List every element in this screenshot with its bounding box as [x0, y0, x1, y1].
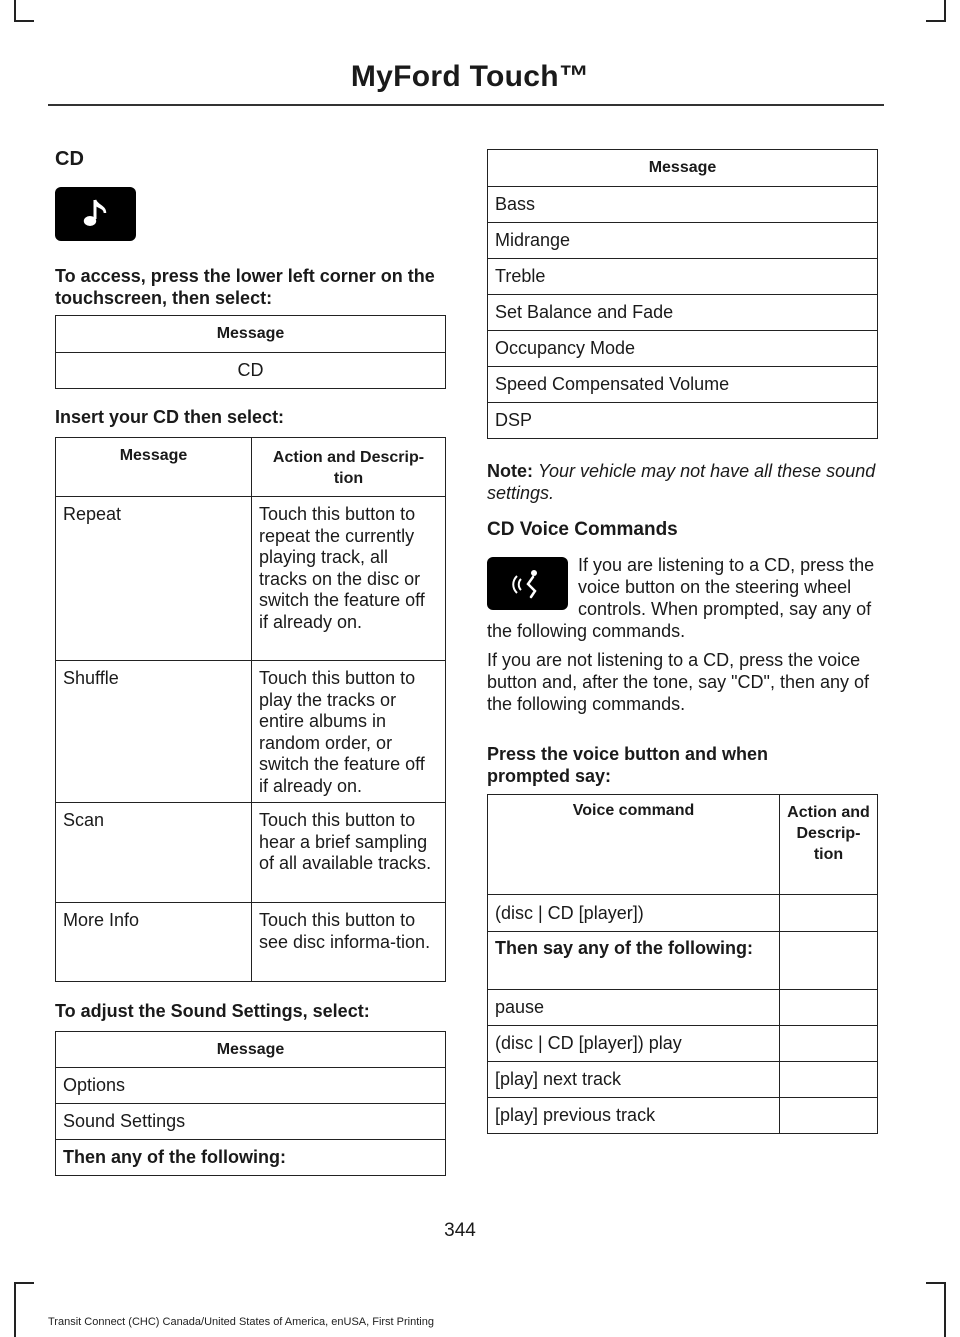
column-header-action: Action and Descrip-tion	[252, 438, 446, 497]
table-cell: Speed Compensated Volume	[488, 367, 878, 403]
column-header-action: Action and Descrip-tion	[780, 795, 878, 895]
table-cell: Then say any of the following:	[488, 932, 780, 990]
table-cell: Sound Settings	[56, 1104, 446, 1140]
crop-mark	[944, 1282, 946, 1337]
section-heading-voice: CD Voice Commands	[487, 519, 678, 540]
access-instruction: To access, press the lower left corner on the touchscreen, then select:	[55, 266, 435, 308]
insert-instruction: Insert your CD then select:	[55, 407, 285, 427]
crop-mark	[14, 20, 34, 22]
voice-paragraph-1-text: If you are listening to a CD, press the voice button on the steering wheel controls. When prompted, say any of the following commands.	[487, 555, 875, 641]
table-row	[56, 661, 446, 803]
table-cell: Options	[56, 1068, 446, 1104]
table-row	[488, 1062, 878, 1098]
page-title: MyFord Touch™	[350, 60, 590, 93]
voice-paragraph-2: If you are not listening to a CD, press the voice button and, after the tone, say "CD", then any of the following commands.	[487, 650, 870, 714]
table-row	[488, 1098, 878, 1134]
sound-settings-table	[55, 1031, 446, 1176]
table-row	[56, 903, 446, 982]
table-cell: Then any of the following:	[56, 1140, 446, 1176]
voice-commands-table	[487, 794, 878, 1134]
sound-instruction: To adjust the Sound Settings, select:	[55, 1001, 370, 1021]
table-cell	[780, 1062, 878, 1098]
sound-options-table	[487, 149, 878, 439]
table-cell: Touch this button to see disc informa-tion.	[252, 903, 446, 982]
table-cell: Bass	[488, 187, 878, 223]
table-row	[56, 497, 446, 661]
table-row	[488, 990, 878, 1026]
voice-paragraph-1	[487, 554, 879, 642]
crop-mark	[944, 0, 946, 22]
table-cell: More Info	[56, 903, 252, 982]
table-cell: CD	[56, 353, 446, 389]
header-divider	[48, 104, 884, 106]
press-instruction: Press the voice button and when prompted say:	[487, 744, 769, 786]
crop-mark	[926, 20, 946, 22]
crop-mark	[926, 1282, 946, 1284]
crop-mark	[14, 0, 16, 22]
table-cell: Touch this button to play the tracks or entire albums in random order, or switch the feature off if already on.	[252, 661, 446, 803]
table-cell	[780, 990, 878, 1026]
table-cell: DSP	[488, 403, 878, 439]
note	[487, 460, 877, 504]
table-cell: (disc | CD [player])	[488, 895, 780, 932]
table-row	[488, 1026, 878, 1062]
table-header: Message	[488, 150, 878, 187]
note-text: Your vehicle may not have all these sound settings.	[487, 461, 876, 503]
page-number: 344	[444, 1220, 476, 1241]
table-header: Message	[56, 316, 446, 353]
table-cell: Shuffle	[56, 661, 252, 803]
table-cell	[780, 1026, 878, 1062]
table-cell: Midrange	[488, 223, 878, 259]
table-cell: Repeat	[56, 497, 252, 661]
table-cell: Touch this button to repeat the currently playing track, all tracks on the disc or switch the feature off if already on.	[252, 497, 446, 661]
cd-functions-table	[55, 437, 446, 982]
table-cell: [play] previous track	[488, 1098, 780, 1134]
table-cell: [play] next track	[488, 1062, 780, 1098]
table-cell: Scan	[56, 803, 252, 903]
column-header-voice-command: Voice command	[488, 795, 780, 895]
table-row	[488, 932, 878, 990]
table-header: Message	[56, 1032, 446, 1068]
table-cell: Touch this button to hear a brief sampling of all available tracks.	[252, 803, 446, 903]
table-cell: pause	[488, 990, 780, 1026]
note-label: Note:	[487, 461, 533, 481]
table-cell: Occupancy Mode	[488, 331, 878, 367]
section-heading-cd: CD	[55, 148, 84, 170]
table-cell: Treble	[488, 259, 878, 295]
table-cell	[780, 895, 878, 932]
table-row	[488, 895, 878, 932]
table-cell	[780, 1098, 878, 1134]
crop-mark	[14, 1282, 34, 1284]
table-cell: (disc | CD [player]) play	[488, 1026, 780, 1062]
table-cell	[780, 932, 878, 990]
table-row	[56, 803, 446, 903]
column-header-message: Message	[56, 438, 252, 497]
table-cell: Set Balance and Fade	[488, 295, 878, 331]
access-table	[55, 315, 446, 389]
footer-text: Transit Connect (CHC) Canada/United States of America, enUSA, First Printing	[48, 1316, 434, 1328]
music-note-icon	[55, 187, 136, 241]
crop-mark	[14, 1282, 16, 1337]
